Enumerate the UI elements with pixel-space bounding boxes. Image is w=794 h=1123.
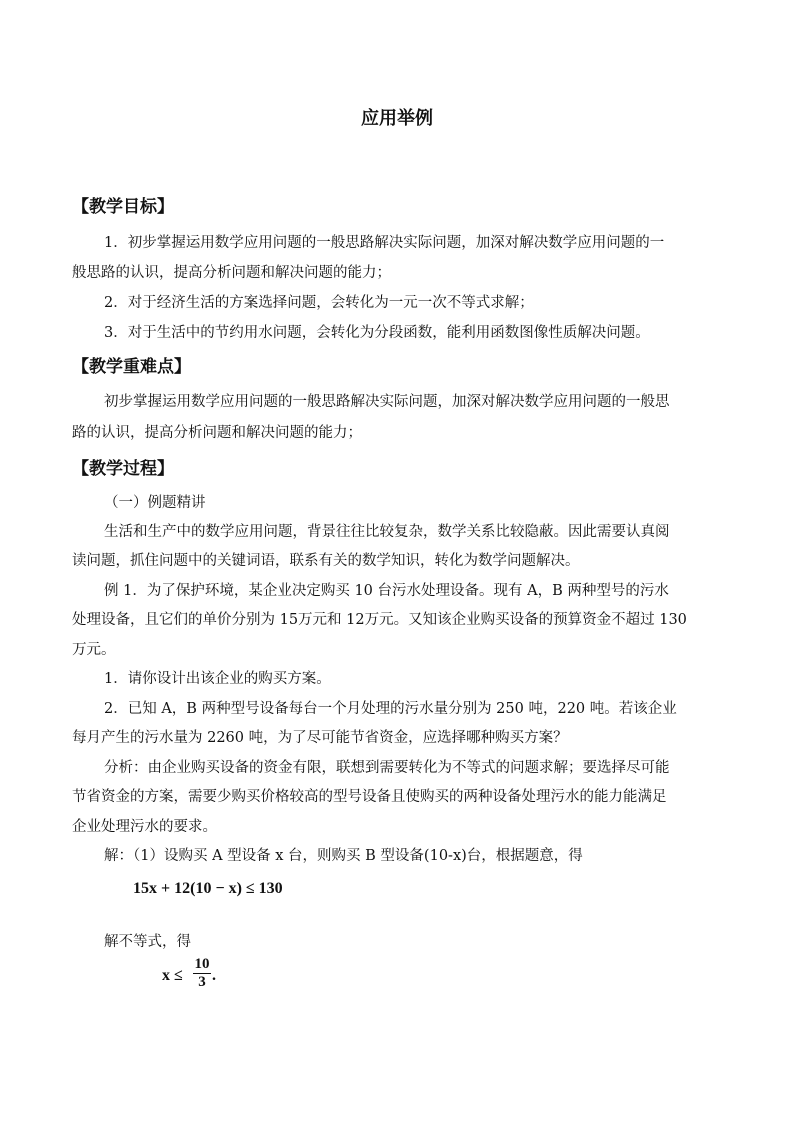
fraction-denominator: 3 (198, 974, 206, 990)
process-line: 万元。 (72, 642, 116, 658)
process-line: 读问题，抓住问题中的关键词语，联系有关的数学知识，转化为数学问题解决。 (72, 553, 580, 569)
key-line: 初步掌握运用数学应用问题的一般思路解决实际问题，加深对解决数学应用问题的一般思 (104, 394, 670, 410)
process-heading: 【教学过程】 (72, 459, 174, 479)
process-line: （一）例题精讲 (104, 495, 206, 511)
goals-line: 1．初步掌握运用数学应用问题的一般思路解决实际问题，加深对解决数学应用问题的一 (104, 235, 665, 251)
key-heading: 【教学重难点】 (72, 357, 191, 377)
page-title: 应用举例 (361, 108, 433, 129)
key-line: 路的认识，提高分析问题和解决问题的能力； (72, 425, 362, 441)
process-line: 例 1．为了保护环境，某企业决定购买 10 台污水处理设备。现有 A，B 两种型号的污水 (104, 583, 669, 599)
process-line: 处理设备，且它们的单价分别为 15万元和 12万元。又知该企业购买设备的预算资金不超过 130 (72, 612, 687, 628)
process-line: 节省资金的方案，需要少购买价格较高的型号设备且使购买的两种设备处理污水的能力能满足 (72, 789, 667, 805)
fraction-numerator: 10 (194, 956, 210, 972)
solution-lhs: x ≤ (162, 967, 183, 984)
goals-heading: 【教学目标】 (72, 197, 174, 217)
process-line: 1．请你设计出该企业的购买方案。 (104, 671, 331, 687)
solution-fraction (193, 956, 211, 991)
process-line: 2．已知 A，B 两种型号设备每台一个月处理的污水量分别为 250 吨，220 吨。若该企业 (104, 701, 677, 717)
process-line: 分析：由企业购买设备的资金有限，联想到需要转化为不等式的问题求解；要选择尽可能 (104, 760, 670, 776)
process-line: 生活和生产中的数学应用问题，背景往往比较复杂，数学关系比较隐蔽。因此需要认真阅 (104, 524, 670, 540)
inequality-formula: 15x + 12(10 − x) ≤ 130 (133, 880, 283, 897)
solve-text: 解不等式，得 (104, 934, 191, 950)
process-line: 解：（1）设购买 A 型设备 x 台，则购买 B 型设备(10-x)台，根据题意，得 (104, 848, 583, 864)
process-line: 每月产生的污水量为 2260 吨，为了尽可能节省资金，应选择哪种购买方案？ (72, 730, 568, 746)
solution-period: . (212, 967, 216, 984)
goals-line: 2．对于经济生活的方案选择问题，会转化为一元一次不等式求解； (104, 295, 534, 311)
process-line: 企业处理污水的要求。 (72, 819, 217, 835)
goals-line: 般思路的认识，提高分析问题和解决问题的能力； (72, 265, 391, 281)
goals-line: 3．对于生活中的节约用水问题，会转化为分段函数，能利用函数图像性质解决问题。 (104, 325, 650, 341)
